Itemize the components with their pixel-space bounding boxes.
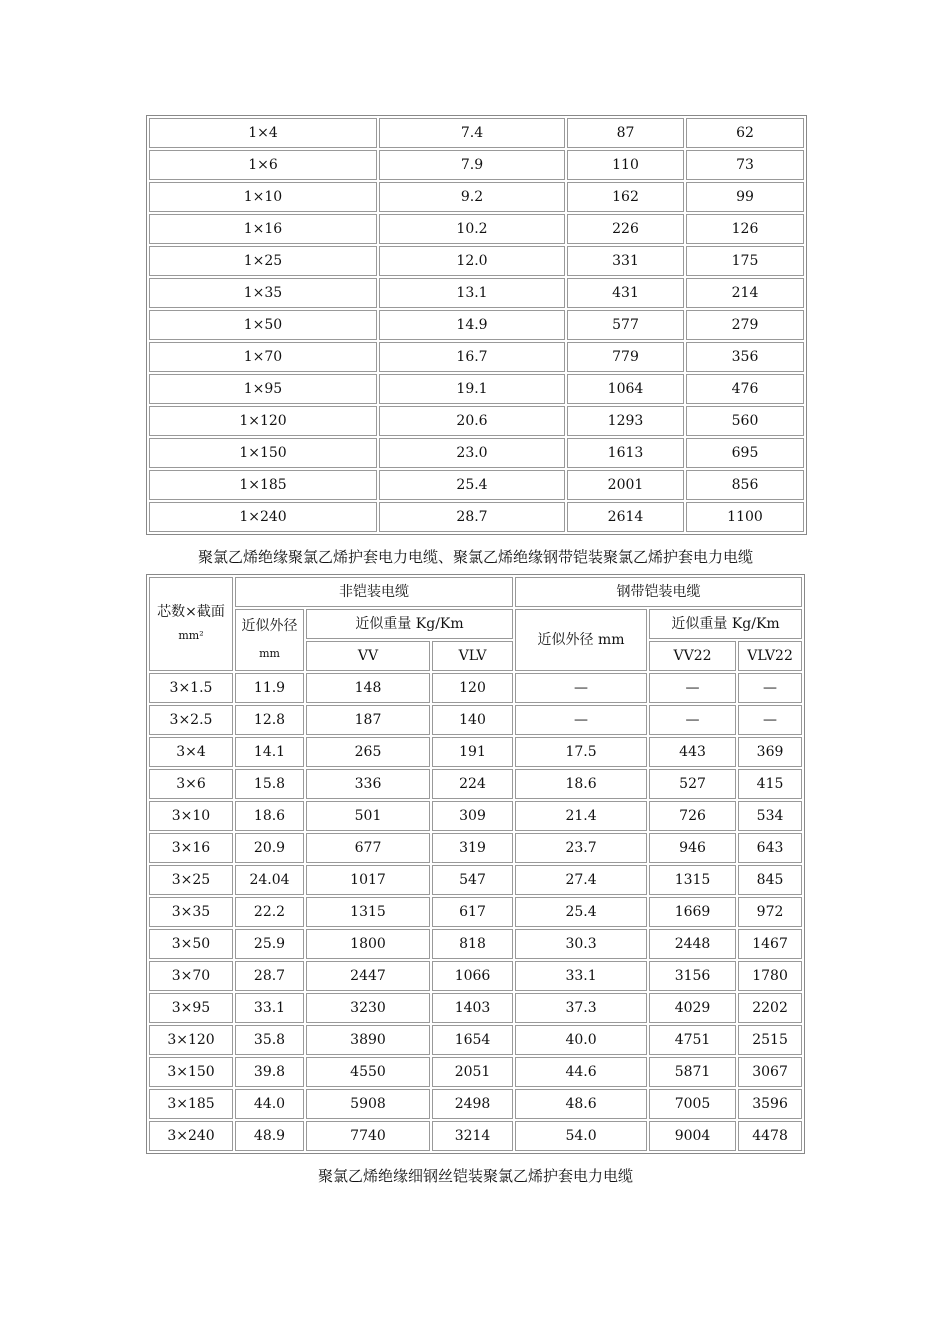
table-cell: 1×50 xyxy=(149,310,377,340)
table-cell: 1×25 xyxy=(149,246,377,276)
table-cell: 62 xyxy=(686,118,804,148)
header-armored: 钢带铠装电缆 xyxy=(515,577,802,607)
table-row xyxy=(149,833,802,863)
table-cell: 3×2.5 xyxy=(149,705,233,735)
table-cell: 30.3 xyxy=(515,929,647,959)
table-cell: 309 xyxy=(432,801,513,831)
table-cell: 695 xyxy=(686,438,804,468)
table-cell: 22.2 xyxy=(235,897,304,927)
table-cell: 1315 xyxy=(649,865,736,895)
table-cell: 1403 xyxy=(432,993,513,1023)
table-cell: 23.7 xyxy=(515,833,647,863)
table-row xyxy=(149,1057,802,1087)
table-cell: 4029 xyxy=(649,993,736,1023)
table-cell: 3×95 xyxy=(149,993,233,1023)
table-cell: 476 xyxy=(686,374,804,404)
table-cell: 120 xyxy=(432,673,513,703)
table-cell: 369 xyxy=(738,737,802,767)
table-cell: 336 xyxy=(306,769,430,799)
table-cell: 1×95 xyxy=(149,374,377,404)
table-cell: 1654 xyxy=(432,1025,513,1055)
table-cell: 1×6 xyxy=(149,150,377,180)
three-core-table-header xyxy=(149,577,802,671)
table-cell: 54.0 xyxy=(515,1121,647,1151)
table-cell: 3×240 xyxy=(149,1121,233,1151)
table-cell: 2001 xyxy=(567,470,684,500)
table-cell: 140 xyxy=(432,705,513,735)
three-core-cable-table xyxy=(146,574,805,1154)
table-cell: — xyxy=(515,705,647,735)
table-cell: 1×120 xyxy=(149,406,377,436)
table-cell: 44.6 xyxy=(515,1057,647,1087)
table-cell: 3×150 xyxy=(149,1057,233,1087)
table-cell: 14.9 xyxy=(379,310,565,340)
table-caption-pvc-steel-tape: 聚氯乙烯绝缘聚氯乙烯护套电力电缆、聚氯乙烯绝缘钢带铠装聚氯乙烯护套电力电缆 xyxy=(197,548,753,566)
table-cell: 319 xyxy=(432,833,513,863)
table-cell: 224 xyxy=(432,769,513,799)
table-cell: 9004 xyxy=(649,1121,736,1151)
table-cell: — xyxy=(649,705,736,735)
table-cell: 4751 xyxy=(649,1025,736,1055)
header-vv: VV xyxy=(306,641,430,671)
table-cell: 560 xyxy=(686,406,804,436)
table-cell: 2202 xyxy=(738,993,802,1023)
table-cell: 18.6 xyxy=(235,801,304,831)
table-cell: 779 xyxy=(567,342,684,372)
table-row xyxy=(149,737,802,767)
table-cell: — xyxy=(515,673,647,703)
table-cell: 35.8 xyxy=(235,1025,304,1055)
table-cell: 23.0 xyxy=(379,438,565,468)
table-cell: 3×6 xyxy=(149,769,233,799)
table-row xyxy=(149,342,804,372)
table-cell: 148 xyxy=(306,673,430,703)
table-caption-fine-steel-wire: 聚氯乙烯绝缘细钢丝铠装聚氯乙烯护套电力电缆 xyxy=(317,1167,633,1185)
table-cell: 44.0 xyxy=(235,1089,304,1119)
table-cell: 7.4 xyxy=(379,118,565,148)
table-row xyxy=(149,929,802,959)
table-cell: 33.1 xyxy=(235,993,304,1023)
table-cell: 3230 xyxy=(306,993,430,1023)
table-cell: 617 xyxy=(432,897,513,927)
table-cell: 856 xyxy=(686,470,804,500)
table-cell: 15.8 xyxy=(235,769,304,799)
table-cell: 7.9 xyxy=(379,150,565,180)
table-cell: 13.1 xyxy=(379,278,565,308)
table-cell: 1467 xyxy=(738,929,802,959)
table-cell: 3×50 xyxy=(149,929,233,959)
table-cell: 1017 xyxy=(306,865,430,895)
table-row xyxy=(149,278,804,308)
table-cell: 1×16 xyxy=(149,214,377,244)
table-cell: 7005 xyxy=(649,1089,736,1119)
table-row xyxy=(149,374,804,404)
table-row xyxy=(149,502,804,532)
table-cell: 5908 xyxy=(306,1089,430,1119)
header-approx-od-unit: mm xyxy=(259,647,280,660)
table-cell: 4550 xyxy=(306,1057,430,1087)
table-cell: 28.7 xyxy=(379,502,565,532)
table-cell: 20.6 xyxy=(379,406,565,436)
table-cell: 20.9 xyxy=(235,833,304,863)
table-cell: 1×10 xyxy=(149,182,377,212)
table-cell: 175 xyxy=(686,246,804,276)
header-approx-od-label: 近似外径 xyxy=(241,618,298,634)
table-cell: 48.6 xyxy=(515,1089,647,1119)
table-cell: 10.2 xyxy=(379,214,565,244)
table-cell: 643 xyxy=(738,833,802,863)
table-cell: 1×185 xyxy=(149,470,377,500)
table-cell: 226 xyxy=(567,214,684,244)
table-cell: 1×4 xyxy=(149,118,377,148)
table-cell: 845 xyxy=(738,865,802,895)
single-core-cable-table xyxy=(146,115,807,535)
table-row xyxy=(149,310,804,340)
table-row xyxy=(149,406,804,436)
table-row xyxy=(149,801,802,831)
table-cell: 25.9 xyxy=(235,929,304,959)
table-cell: 2498 xyxy=(432,1089,513,1119)
table-cell: 4478 xyxy=(738,1121,802,1151)
table-cell: 1613 xyxy=(567,438,684,468)
table-cell: 1315 xyxy=(306,897,430,927)
table-cell: 534 xyxy=(738,801,802,831)
table-cell: 677 xyxy=(306,833,430,863)
table-cell: 27.4 xyxy=(515,865,647,895)
header-approx-weight: 近似重量 Kg/Km xyxy=(306,609,513,639)
table-row xyxy=(149,1121,802,1151)
table-cell: 1×150 xyxy=(149,438,377,468)
table-row xyxy=(149,897,802,927)
table-cell: 3×35 xyxy=(149,897,233,927)
table-cell: 3596 xyxy=(738,1089,802,1119)
table-cell: 1066 xyxy=(432,961,513,991)
three-core-table-body xyxy=(149,673,802,1151)
table-cell: 1800 xyxy=(306,929,430,959)
table-row xyxy=(149,118,804,148)
table-cell: 3×16 xyxy=(149,833,233,863)
table-cell: 12.8 xyxy=(235,705,304,735)
table-cell: 1669 xyxy=(649,897,736,927)
table-row xyxy=(149,438,804,468)
table-row xyxy=(149,214,804,244)
table-row xyxy=(149,865,802,895)
table-row xyxy=(149,1089,802,1119)
table-cell: 1064 xyxy=(567,374,684,404)
table-cell: — xyxy=(738,705,802,735)
table-cell: 9.2 xyxy=(379,182,565,212)
table-row xyxy=(149,993,802,1023)
header-approx-od xyxy=(235,609,304,671)
table-cell: 40.0 xyxy=(515,1025,647,1055)
single-core-table-body xyxy=(149,118,804,532)
table-cell: 191 xyxy=(432,737,513,767)
table-cell: 3890 xyxy=(306,1025,430,1055)
table-cell: 17.5 xyxy=(515,737,647,767)
table-cell: 1293 xyxy=(567,406,684,436)
table-row xyxy=(149,705,802,735)
table-cell: 14.1 xyxy=(235,737,304,767)
table-cell: 12.0 xyxy=(379,246,565,276)
table-cell: 11.9 xyxy=(235,673,304,703)
table-cell: 3×10 xyxy=(149,801,233,831)
table-cell: 3×4 xyxy=(149,737,233,767)
table-cell: 415 xyxy=(738,769,802,799)
header-core-section xyxy=(149,577,233,671)
table-cell: 48.9 xyxy=(235,1121,304,1151)
table-cell: 18.6 xyxy=(515,769,647,799)
table-cell: 1780 xyxy=(738,961,802,991)
table-cell: 7740 xyxy=(306,1121,430,1151)
table-cell: 126 xyxy=(686,214,804,244)
table-cell: 1×35 xyxy=(149,278,377,308)
table-cell: 162 xyxy=(567,182,684,212)
header-vlv: VLV xyxy=(432,641,513,671)
table-row xyxy=(149,246,804,276)
table-cell: 25.4 xyxy=(379,470,565,500)
table-cell: 16.7 xyxy=(379,342,565,372)
table-cell: 265 xyxy=(306,737,430,767)
table-cell: 331 xyxy=(567,246,684,276)
table-cell: 19.1 xyxy=(379,374,565,404)
table-cell: 28.7 xyxy=(235,961,304,991)
header-core-section-label: 芯数×截面 xyxy=(157,604,225,620)
table-row xyxy=(149,470,804,500)
table-cell: 2515 xyxy=(738,1025,802,1055)
table-cell: 3067 xyxy=(738,1057,802,1087)
table-cell: 3×70 xyxy=(149,961,233,991)
table-cell: 99 xyxy=(686,182,804,212)
table-cell: 2448 xyxy=(649,929,736,959)
table-cell: 214 xyxy=(686,278,804,308)
table-cell: 24.04 xyxy=(235,865,304,895)
header-armored-weight: 近似重量 Kg/Km xyxy=(649,609,802,639)
header-vlv22: VLV22 xyxy=(738,641,802,671)
table-cell: 3×25 xyxy=(149,865,233,895)
table-cell: 37.3 xyxy=(515,993,647,1023)
table-cell: 2447 xyxy=(306,961,430,991)
table-cell: 3×1.5 xyxy=(149,673,233,703)
header-armored-od: 近似外径 mm xyxy=(515,609,647,671)
table-cell: 527 xyxy=(649,769,736,799)
table-cell: 21.4 xyxy=(515,801,647,831)
table-cell: 5871 xyxy=(649,1057,736,1087)
table-row xyxy=(149,1025,802,1055)
table-cell: — xyxy=(649,673,736,703)
table-cell: 1×240 xyxy=(149,502,377,532)
table-cell: 73 xyxy=(686,150,804,180)
table-cell: 110 xyxy=(567,150,684,180)
header-unarmored: 非铠装电缆 xyxy=(235,577,513,607)
table-cell: 187 xyxy=(306,705,430,735)
table-cell: 2051 xyxy=(432,1057,513,1087)
table-cell: 39.8 xyxy=(235,1057,304,1087)
table-cell: 972 xyxy=(738,897,802,927)
table-cell: 443 xyxy=(649,737,736,767)
table-row xyxy=(149,150,804,180)
table-cell: 726 xyxy=(649,801,736,831)
header-core-section-unit: mm² xyxy=(178,629,204,642)
table-cell: 547 xyxy=(432,865,513,895)
table-cell: 2614 xyxy=(567,502,684,532)
table-row xyxy=(149,961,802,991)
table-cell: 946 xyxy=(649,833,736,863)
table-cell: 3214 xyxy=(432,1121,513,1151)
table-cell: 431 xyxy=(567,278,684,308)
table-cell: 87 xyxy=(567,118,684,148)
header-vv22: VV22 xyxy=(649,641,736,671)
table-cell: 25.4 xyxy=(515,897,647,927)
table-cell: 1×70 xyxy=(149,342,377,372)
table-cell: 3×120 xyxy=(149,1025,233,1055)
table-row xyxy=(149,182,804,212)
table-cell: 3×185 xyxy=(149,1089,233,1119)
table-cell: 501 xyxy=(306,801,430,831)
table-cell: — xyxy=(738,673,802,703)
table-cell: 818 xyxy=(432,929,513,959)
table-cell: 33.1 xyxy=(515,961,647,991)
table-cell: 279 xyxy=(686,310,804,340)
table-row xyxy=(149,673,802,703)
table-cell: 3156 xyxy=(649,961,736,991)
table-row xyxy=(149,769,802,799)
table-cell: 1100 xyxy=(686,502,804,532)
table-cell: 577 xyxy=(567,310,684,340)
table-cell: 356 xyxy=(686,342,804,372)
